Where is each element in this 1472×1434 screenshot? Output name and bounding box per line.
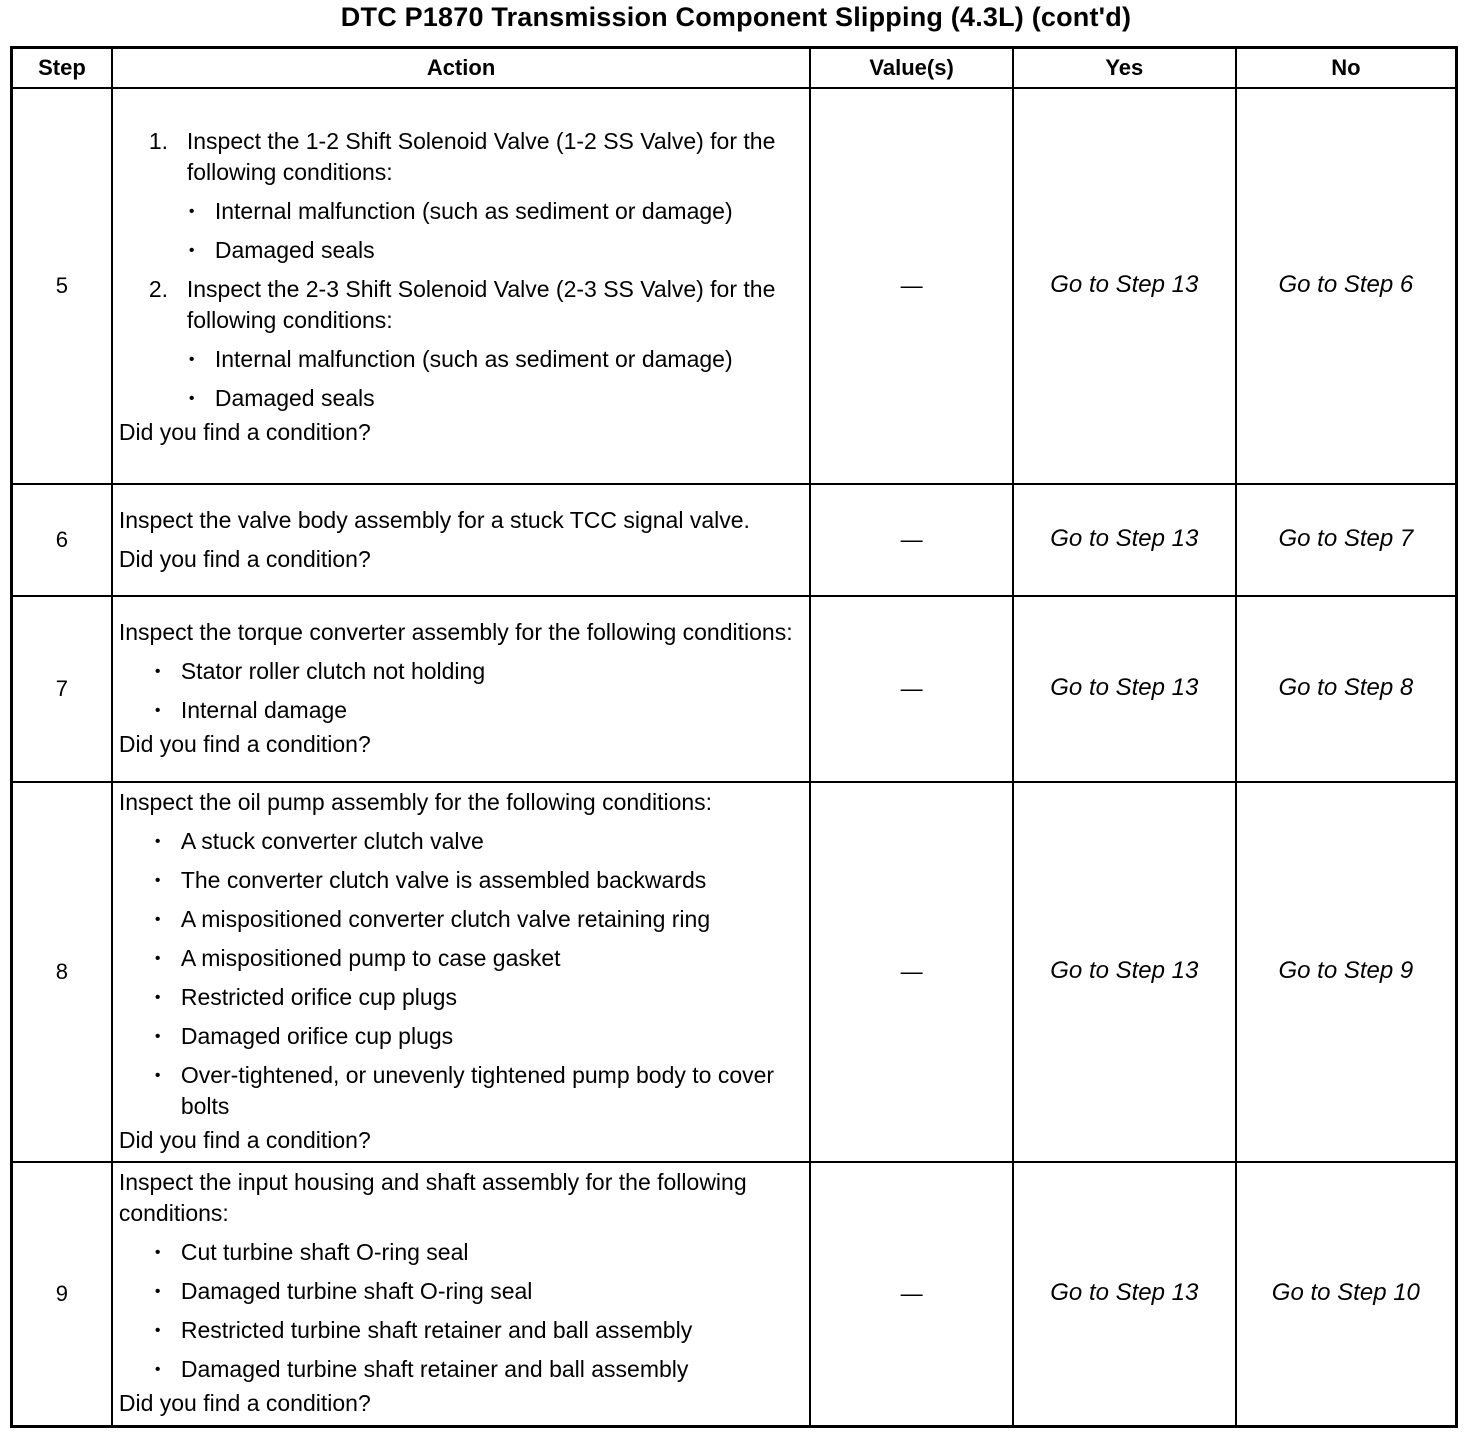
step-number: 6: [12, 484, 112, 596]
bullet-text: Damaged turbine shaft retainer and ball assembly: [180, 1356, 689, 1383]
question-text: Did you find a condition?: [118, 418, 371, 445]
bullet-text: A stuck converter clutch valve: [180, 828, 484, 854]
bullet-text: A mispositioned converter clutch valve retaining ring: [180, 906, 711, 932]
action-intro: Inspect the input housing and shaft assembly for the following conditions:: [118, 1169, 747, 1227]
question-text: Did you find a condition?: [118, 1127, 371, 1153]
bullet-icon: •: [154, 950, 161, 967]
action-intro: Inspect the torque converter assembly for the following conditions:: [118, 619, 793, 645]
no-cell: Go to Step 7: [1236, 484, 1457, 596]
value-cell: —: [810, 88, 1013, 484]
question-text: Did you find a condition?: [118, 731, 371, 757]
bullet-item: [119, 943, 803, 974]
bullet-item: [119, 1021, 803, 1052]
page-title: DTC P1870 Transmission Component Slipping (4.3L) (cont'd): [340, 2, 1132, 32]
yes-cell: Go to Step 13: [1013, 596, 1236, 782]
step-number: 8: [12, 782, 112, 1162]
action-cell: [112, 484, 810, 596]
question-text: Did you find a condition?: [118, 545, 371, 572]
bullet-text: Damaged turbine shaft O-ring seal: [180, 1278, 533, 1305]
bullet-item: [119, 656, 803, 687]
bullet-item: [119, 865, 803, 896]
bullet-item: [119, 235, 803, 266]
header-step: Step: [12, 48, 112, 89]
action-cell: [112, 596, 810, 782]
bullet-icon: •: [154, 872, 161, 889]
item-number: 1.: [148, 127, 169, 154]
bullet-text: Damaged orifice cup plugs: [180, 1023, 454, 1049]
bullet-item: [119, 1237, 803, 1268]
question-text: Did you find a condition?: [118, 1390, 371, 1417]
header-action: Action: [112, 48, 810, 89]
bullet-item: [119, 826, 803, 857]
value-cell: —: [810, 596, 1013, 782]
yes-cell: Go to Step 13: [1013, 484, 1236, 596]
bullet-icon: •: [188, 350, 195, 368]
bullet-text: Internal malfunction (such as sediment or damage): [214, 197, 733, 224]
header-row: [12, 48, 1457, 89]
yes-cell: Go to Step 13: [1013, 782, 1236, 1162]
step-number: 7: [12, 596, 112, 782]
bullet-icon: •: [154, 663, 161, 680]
bullet-icon: •: [154, 1244, 161, 1262]
value-cell: —: [810, 1162, 1013, 1426]
item-text: Inspect the 1-2 Shift Solenoid Valve (1-2 SS Valve) for the following conditions:: [186, 127, 776, 185]
item-text: Inspect the 2-3 Shift Solenoid Valve (2-3 SS Valve) for the following conditions:: [186, 275, 776, 333]
action-cell: [112, 88, 810, 484]
table-row: [12, 88, 1457, 484]
bullet-item: [119, 1315, 803, 1346]
bullet-item: [119, 982, 803, 1013]
bullet-icon: •: [154, 1361, 161, 1379]
header-no: No: [1236, 48, 1457, 89]
no-cell: Go to Step 8: [1236, 596, 1457, 782]
bullet-item: [119, 383, 803, 414]
item-number: 2.: [148, 275, 169, 302]
header-yes: Yes: [1013, 48, 1236, 89]
bullet-icon: •: [154, 911, 161, 928]
bullet-icon: •: [154, 702, 161, 719]
no-cell: Go to Step 9: [1236, 782, 1457, 1162]
bullet-icon: •: [188, 202, 195, 220]
bullet-icon: •: [154, 1283, 161, 1301]
bullet-text: Over-tightened, or unevenly tightened pump body to cover bolts: [180, 1062, 775, 1119]
bullet-text: Damaged seals: [214, 384, 375, 411]
bullet-icon: •: [154, 1322, 161, 1340]
bullet-text: The converter clutch valve is assembled backwards: [180, 867, 707, 893]
bullet-text: Damaged seals: [214, 236, 375, 263]
table-row: [12, 782, 1457, 1162]
no-cell: Go to Step 6: [1236, 88, 1457, 484]
value-cell: —: [810, 782, 1013, 1162]
table-row: [12, 484, 1457, 596]
bullet-icon: •: [188, 241, 195, 259]
bullet-icon: •: [154, 1067, 161, 1084]
bullet-icon: •: [188, 389, 195, 407]
bullet-item: [119, 1354, 803, 1385]
yes-cell: Go to Step 13: [1013, 1162, 1236, 1426]
step-number: 9: [12, 1162, 112, 1426]
step-number: 5: [12, 88, 112, 484]
bullet-item: [119, 1276, 803, 1307]
bullet-text: Internal malfunction (such as sediment or damage): [214, 345, 733, 372]
bullet-item: [119, 904, 803, 935]
action-cell: [112, 782, 810, 1162]
table-row: [12, 1162, 1457, 1426]
action-cell: [112, 1162, 810, 1426]
bullet-item: [119, 1060, 803, 1122]
bullet-text: A mispositioned pump to case gasket: [180, 945, 561, 971]
value-cell: —: [810, 484, 1013, 596]
bullet-item: [119, 196, 803, 227]
bullet-text: Restricted turbine shaft retainer and ball assembly: [180, 1317, 693, 1344]
diagnostic-table: [10, 46, 1458, 1428]
bullet-icon: •: [154, 1028, 161, 1045]
bullet-text: Cut turbine shaft O-ring seal: [180, 1239, 469, 1266]
header-value: Value(s): [810, 48, 1013, 89]
yes-cell: Go to Step 13: [1013, 88, 1236, 484]
action-intro: Inspect the oil pump assembly for the following conditions:: [118, 789, 713, 815]
no-cell: Go to Step 10: [1236, 1162, 1457, 1426]
table-row: [12, 596, 1457, 782]
bullet-text: Internal damage: [180, 697, 348, 723]
numbered-item: [119, 274, 803, 336]
bullet-text: Stator roller clutch not holding: [180, 658, 486, 684]
action-intro: Inspect the valve body assembly for a stuck TCC signal valve.: [118, 506, 750, 533]
bullet-item: [119, 344, 803, 375]
bullet-icon: •: [154, 833, 161, 850]
bullet-icon: •: [154, 989, 161, 1006]
numbered-item: [119, 126, 803, 188]
bullet-item: [119, 695, 803, 726]
bullet-text: Restricted orifice cup plugs: [180, 984, 457, 1010]
